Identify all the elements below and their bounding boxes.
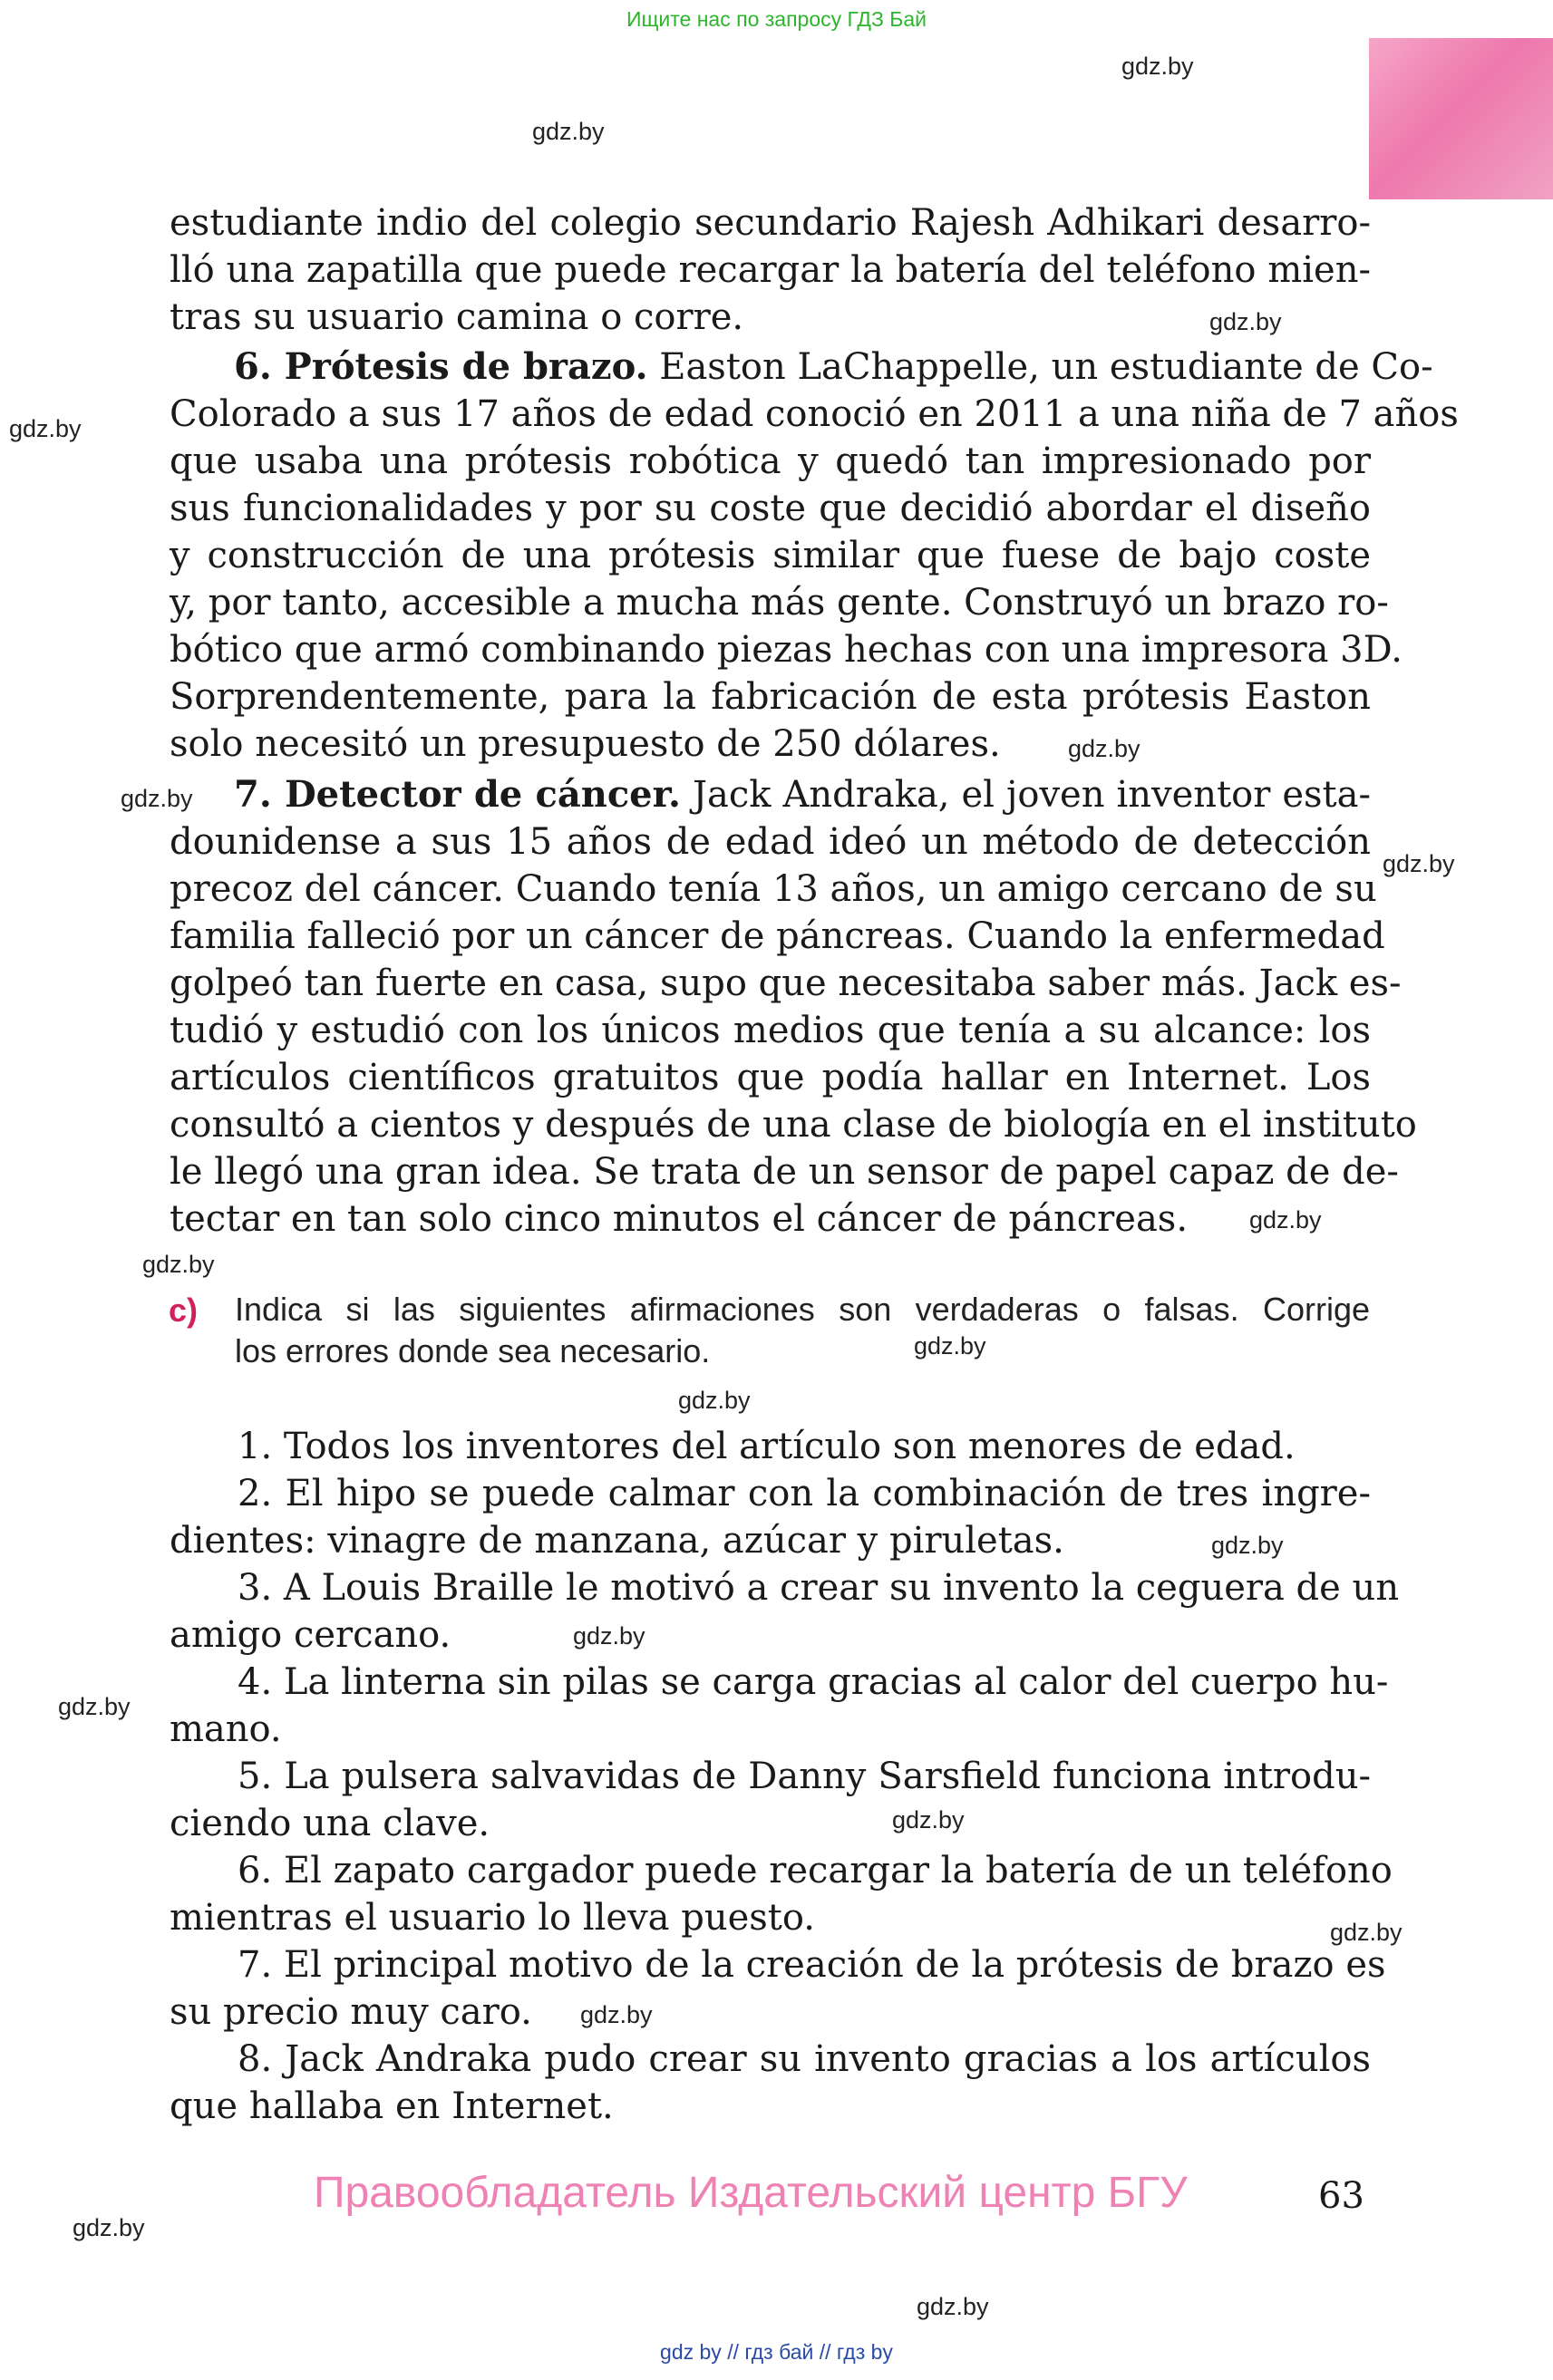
- body-line: precoz del cáncer. Cuando tenía 13 años, un amigo cercano de su: [170, 868, 1377, 910]
- section-7-lead: Jack Andraka, el joven inventor esta-: [680, 774, 1371, 816]
- body-line: bótico que armó combinando piezas hechas con una impresora 3D.: [170, 629, 1403, 671]
- body-line: solo necesitó un presupuesto de 250 dólares.: [170, 723, 1001, 765]
- watermark: gdz.by: [121, 785, 193, 812]
- watermark: gdz.by: [917, 2293, 989, 2320]
- body-line: dounidense a sus 15 años de edad ideó un método de detección: [170, 821, 1371, 863]
- statement-line: amigo cercano.: [170, 1614, 451, 1656]
- statement-line: 6. El zapato cargador puede recargar la batería de un teléfono: [238, 1850, 1393, 1891]
- copyright-holder: Правообладатель Издательский центр БГУ: [314, 2169, 1188, 2217]
- body-line: y, por tanto, accesible a mucha más gente. Construyó un brazo ro-: [170, 582, 1389, 624]
- body-line: tras su usuario camina o corre.: [170, 296, 744, 338]
- statement-line: 7. El principal motivo de la creación de la prótesis de brazo es: [238, 1944, 1386, 1986]
- chapter-color-tab: [1369, 38, 1553, 199]
- body-line: Sorprendentemente, para la fabricación de esta prótesis Easton: [170, 676, 1371, 718]
- statement-line: mientras el usuario lo lleva puesto.: [170, 1897, 815, 1939]
- watermark: gdz.by: [580, 2001, 653, 2028]
- watermark: gdz.by: [1068, 735, 1140, 762]
- statement-line: mano.: [170, 1708, 282, 1750]
- statement-line: 2. El hipo se puede calmar con la combinación de tres ingre-: [238, 1473, 1371, 1514]
- body-line: sus funcionalidades y por su coste que decidió abordar el diseño: [170, 488, 1371, 529]
- statement-line: que hallaba en Internet.: [170, 2085, 614, 2127]
- watermark: gdz.by: [9, 415, 82, 442]
- watermark: gdz.by: [892, 1806, 965, 1833]
- page-number: 63: [1318, 2175, 1364, 2217]
- statement-line: 4. La linterna sin pilas se carga gracias al calor del cuerpo hu-: [238, 1661, 1389, 1703]
- watermark: gdz.by: [678, 1387, 751, 1414]
- body-line: estudiante indio del colegio secundario Rajesh Adhikari desarro-: [170, 202, 1371, 244]
- task-instruction-line: Indica si las siguientes afirmaciones son verdaderas o falsas. Corrige: [235, 1291, 1370, 1328]
- statement-line: 8. Jack Andraka pudo crear su invento gracias a los artículos: [238, 2038, 1371, 2080]
- watermark: gdz.by: [914, 1332, 986, 1359]
- body-line: tudió y estudió con los únicos medios que tenía a su alcance: los: [170, 1010, 1371, 1051]
- task-letter: c): [169, 1292, 199, 1329]
- watermark: gdz.by: [1209, 308, 1282, 335]
- statement-line: dientes: vinagre de manzana, azúcar y piruletas.: [170, 1520, 1064, 1562]
- section-6-lead: Easton LaChappelle, un estudiante de Co-: [647, 346, 1433, 388]
- watermark: gdz.by: [1383, 850, 1455, 877]
- body-line: familia falleció por un cáncer de páncreas. Cuando la enfermedad: [170, 915, 1385, 957]
- watermark: gdz.by: [573, 1622, 645, 1650]
- watermark: gdz.by: [1211, 1532, 1284, 1559]
- section-7-first-line: [234, 771, 1371, 818]
- watermark: gdz.by: [1249, 1206, 1322, 1234]
- watermark: gdz.by: [142, 1251, 215, 1278]
- statement-line: 5. La pulsera salvavidas de Danny Sarsfield funciona introdu-: [238, 1756, 1371, 1797]
- body-line: Colorado a sus 17 años de edad conoció en 2011 a una niña de 7 años: [170, 393, 1459, 435]
- statement-line: 3. A Louis Braille le motivó a crear su invento la ceguera de un: [238, 1567, 1400, 1609]
- watermark: gdz.by: [73, 2214, 145, 2241]
- search-banner: Ищите нас по запросу ГДЗ Бай: [626, 7, 927, 31]
- bottom-links[interactable]: gdz by // гдз бай // гдз by: [660, 2340, 893, 2364]
- watermark: gdz.by: [58, 1693, 131, 1720]
- body-line: consultó a cientos y después de una clase de biología en el instituto: [170, 1104, 1417, 1146]
- task-instruction-line: los errores donde sea necesario.: [235, 1332, 711, 1369]
- statement-line: 1. Todos los inventores del artículo son menores de edad.: [238, 1426, 1296, 1467]
- statement-line: su precio muy caro.: [170, 1991, 532, 2033]
- watermark: gdz.by: [532, 118, 605, 145]
- section-6-first-line: [234, 343, 1433, 391]
- watermark: gdz.by: [1330, 1919, 1403, 1946]
- body-line: le llegó una gran idea. Se trata de un sensor de papel capaz de de-: [170, 1151, 1399, 1193]
- body-line: tectar en tan solo cinco minutos el cáncer de páncreas.: [170, 1198, 1189, 1240]
- section-6-heading: 6. Prótesis de brazo.: [234, 345, 648, 388]
- body-line: golpeó tan fuerte en casa, supo que necesitaba saber más. Jack es-: [170, 963, 1402, 1004]
- watermark: gdz.by: [1121, 53, 1194, 80]
- body-line: que usaba una prótesis robótica y quedó tan impresionado por: [170, 440, 1371, 482]
- body-line: artículos científicos gratuitos que podía hallar en Internet. Los: [170, 1057, 1371, 1098]
- body-line: y construcción de una prótesis similar que fuese de bajo coste: [170, 535, 1371, 576]
- statement-line: ciendo una clave.: [170, 1803, 490, 1844]
- section-7-heading: 7. Detector de cáncer.: [234, 773, 681, 816]
- body-line: lló una zapatilla que puede recargar la batería del teléfono mien-: [170, 249, 1371, 291]
